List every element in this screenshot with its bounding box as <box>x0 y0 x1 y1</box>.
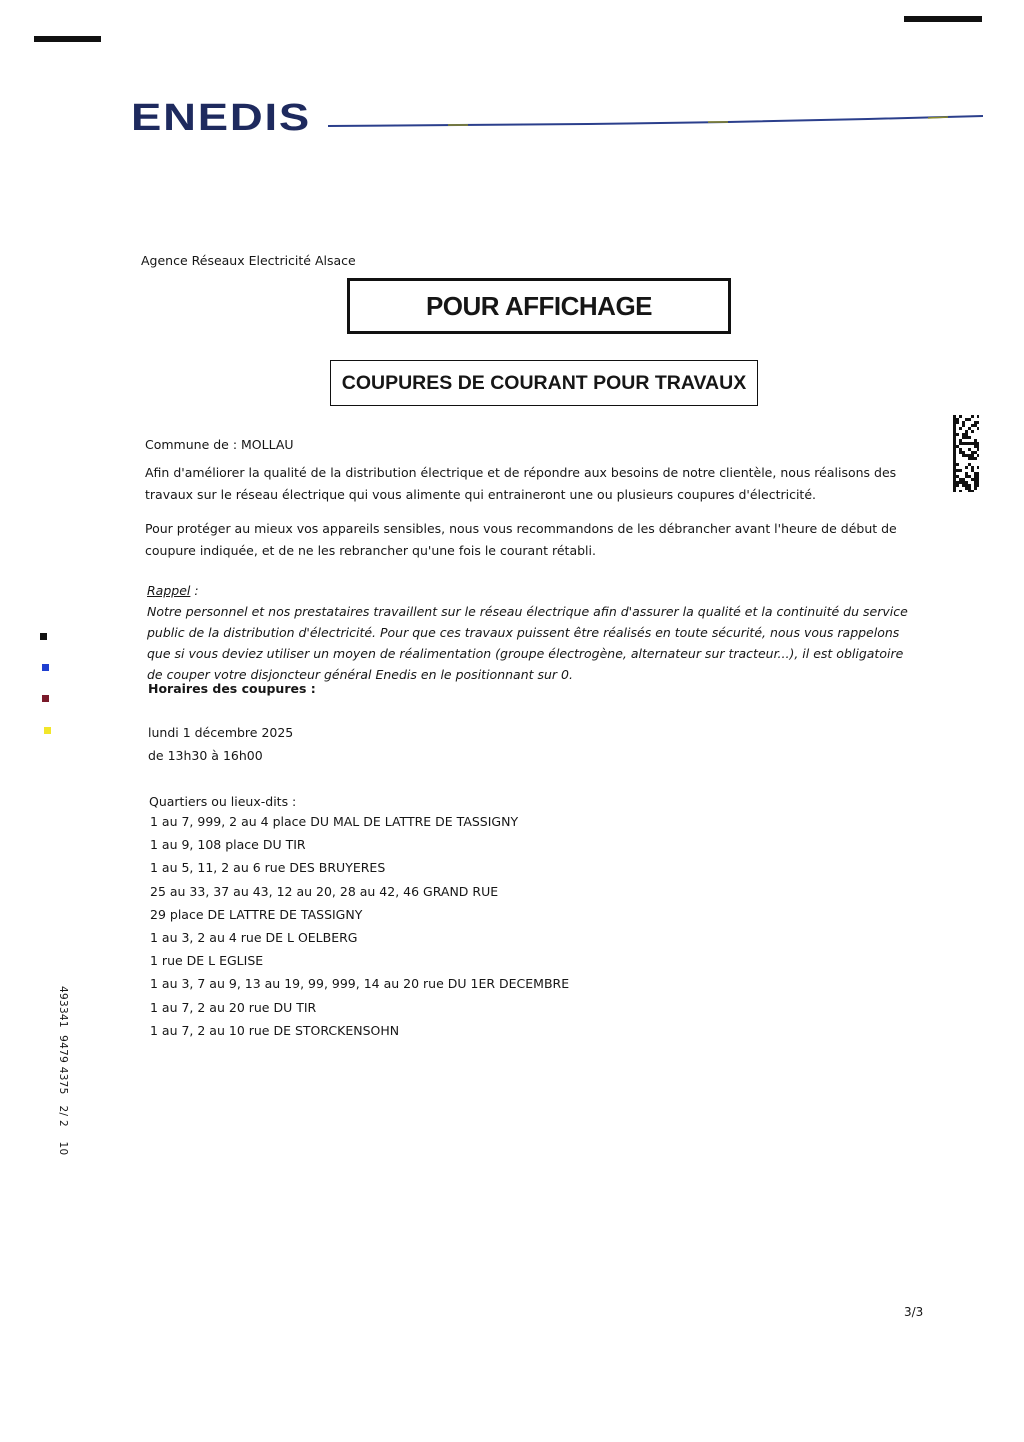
advice-paragraph: Pour protéger au mieux vos appareils sensibles, nous vous recommandons de les débrancher avant l'heure de début de coupure indiquée, et de ne les rebrancher qu'une fois le courant rétabli. <box>145 521 897 558</box>
places-heading: Quartiers ou lieux-dits : <box>149 794 297 809</box>
list-item: 1 au 3, 7 au 9, 13 au 19, 99, 999, 14 au 20 rue DU 1ER DECEMBRE <box>150 976 570 992</box>
list-item: 1 au 5, 11, 2 au 6 rue DES BRUYERES <box>150 860 386 876</box>
agency-name: Agence Réseaux Electricité Alsace <box>141 253 356 268</box>
side-reference: 493341 9479 4375 2/ 2 10 <box>57 986 69 1156</box>
places-list <box>150 810 569 1042</box>
notice-label: POUR AFFICHAGE <box>425 290 653 321</box>
list-item: 1 au 7, 999, 2 au 4 place DU MAL DE LATTRE DE TASSIGNY <box>150 814 519 829</box>
commune: Commune de : MOLLAU <box>145 437 294 452</box>
print-mark-black <box>40 633 47 640</box>
list-item: 29 place DE LATTRE DE TASSIGNY <box>150 906 363 922</box>
schedule-heading: Horaires des coupures : <box>148 681 316 696</box>
enedis-logo <box>131 96 313 136</box>
datamatrix-code-icon <box>953 415 979 492</box>
schedule-time: de 13h30 à 16h00 <box>148 748 263 763</box>
reminder-block: Rappel : Notre personnel et nos prestataires travaillent sur le réseau électrique afin d'assurer la qualité et la continuité du service public de la distribution d'électricité. Pour que ces travaux puissent être réalisés en toute sécurité, nous vous rappelons que si vous deviez utiliser un moyen de réalimentation (groupe électrogène, alternateur sur tracteur...), il est obligatoire de couper votre disjoncteur général Enedis en le positionnant sur 0. <box>147 583 908 682</box>
header-rule <box>328 110 983 130</box>
intro-paragraph: Afin d'améliorer la qualité de la distribution électrique et de répondre aux besoins de notre clientèle, nous réalisons des travaux sur le réseau électrique qui vous alimente qui entraineront une ou plusieurs coupures d'électricité. <box>145 465 897 502</box>
reminder-text: Notre personnel et nos prestataires travaillent sur le réseau électrique afin d'assurer la qualité et la continuité du service public de la distribution d'électricité. Pour que ces travaux puissent être réalisés en toute sécurité, nous vous rappelons que si vous deviez utiliser un moyen de réalimentation (groupe électrogène, alternateur sur tracteur...), il est obligatoire de couper votre disjoncteur général Enedis en le positionnant sur 0. <box>147 604 908 682</box>
print-mark-yellow <box>44 727 51 734</box>
print-mark-blue <box>42 664 49 671</box>
page-number: 3/3 <box>904 1305 924 1319</box>
list-item: 1 au 9, 108 place DU TIR <box>150 837 306 853</box>
print-mark-red <box>42 695 49 702</box>
list-item: 1 au 7, 2 au 20 rue DU TIR <box>150 999 317 1015</box>
list-item: 1 au 7, 2 au 10 rue DE STORCKENSOHN <box>150 1022 400 1038</box>
list-item: 1 au 3, 2 au 4 rue DE L OELBERG <box>150 929 358 945</box>
notice-label-box <box>347 278 731 334</box>
reminder-label: Rappel <box>147 583 191 598</box>
document-title: COUPURES DE COURANT POUR TRAVAUX <box>341 371 747 394</box>
scan-mark-top-left <box>34 36 101 42</box>
title-box <box>330 360 758 406</box>
list-item: 25 au 33, 37 au 43, 12 au 20, 28 au 42, 46 GRAND RUE <box>150 883 499 899</box>
schedule-date: lundi 1 décembre 2025 <box>148 725 294 740</box>
scan-mark-top-right <box>904 16 982 22</box>
list-item: 1 rue DE L EGLISE <box>150 953 264 969</box>
svg-text:ENEDIS: ENEDIS <box>131 97 311 136</box>
